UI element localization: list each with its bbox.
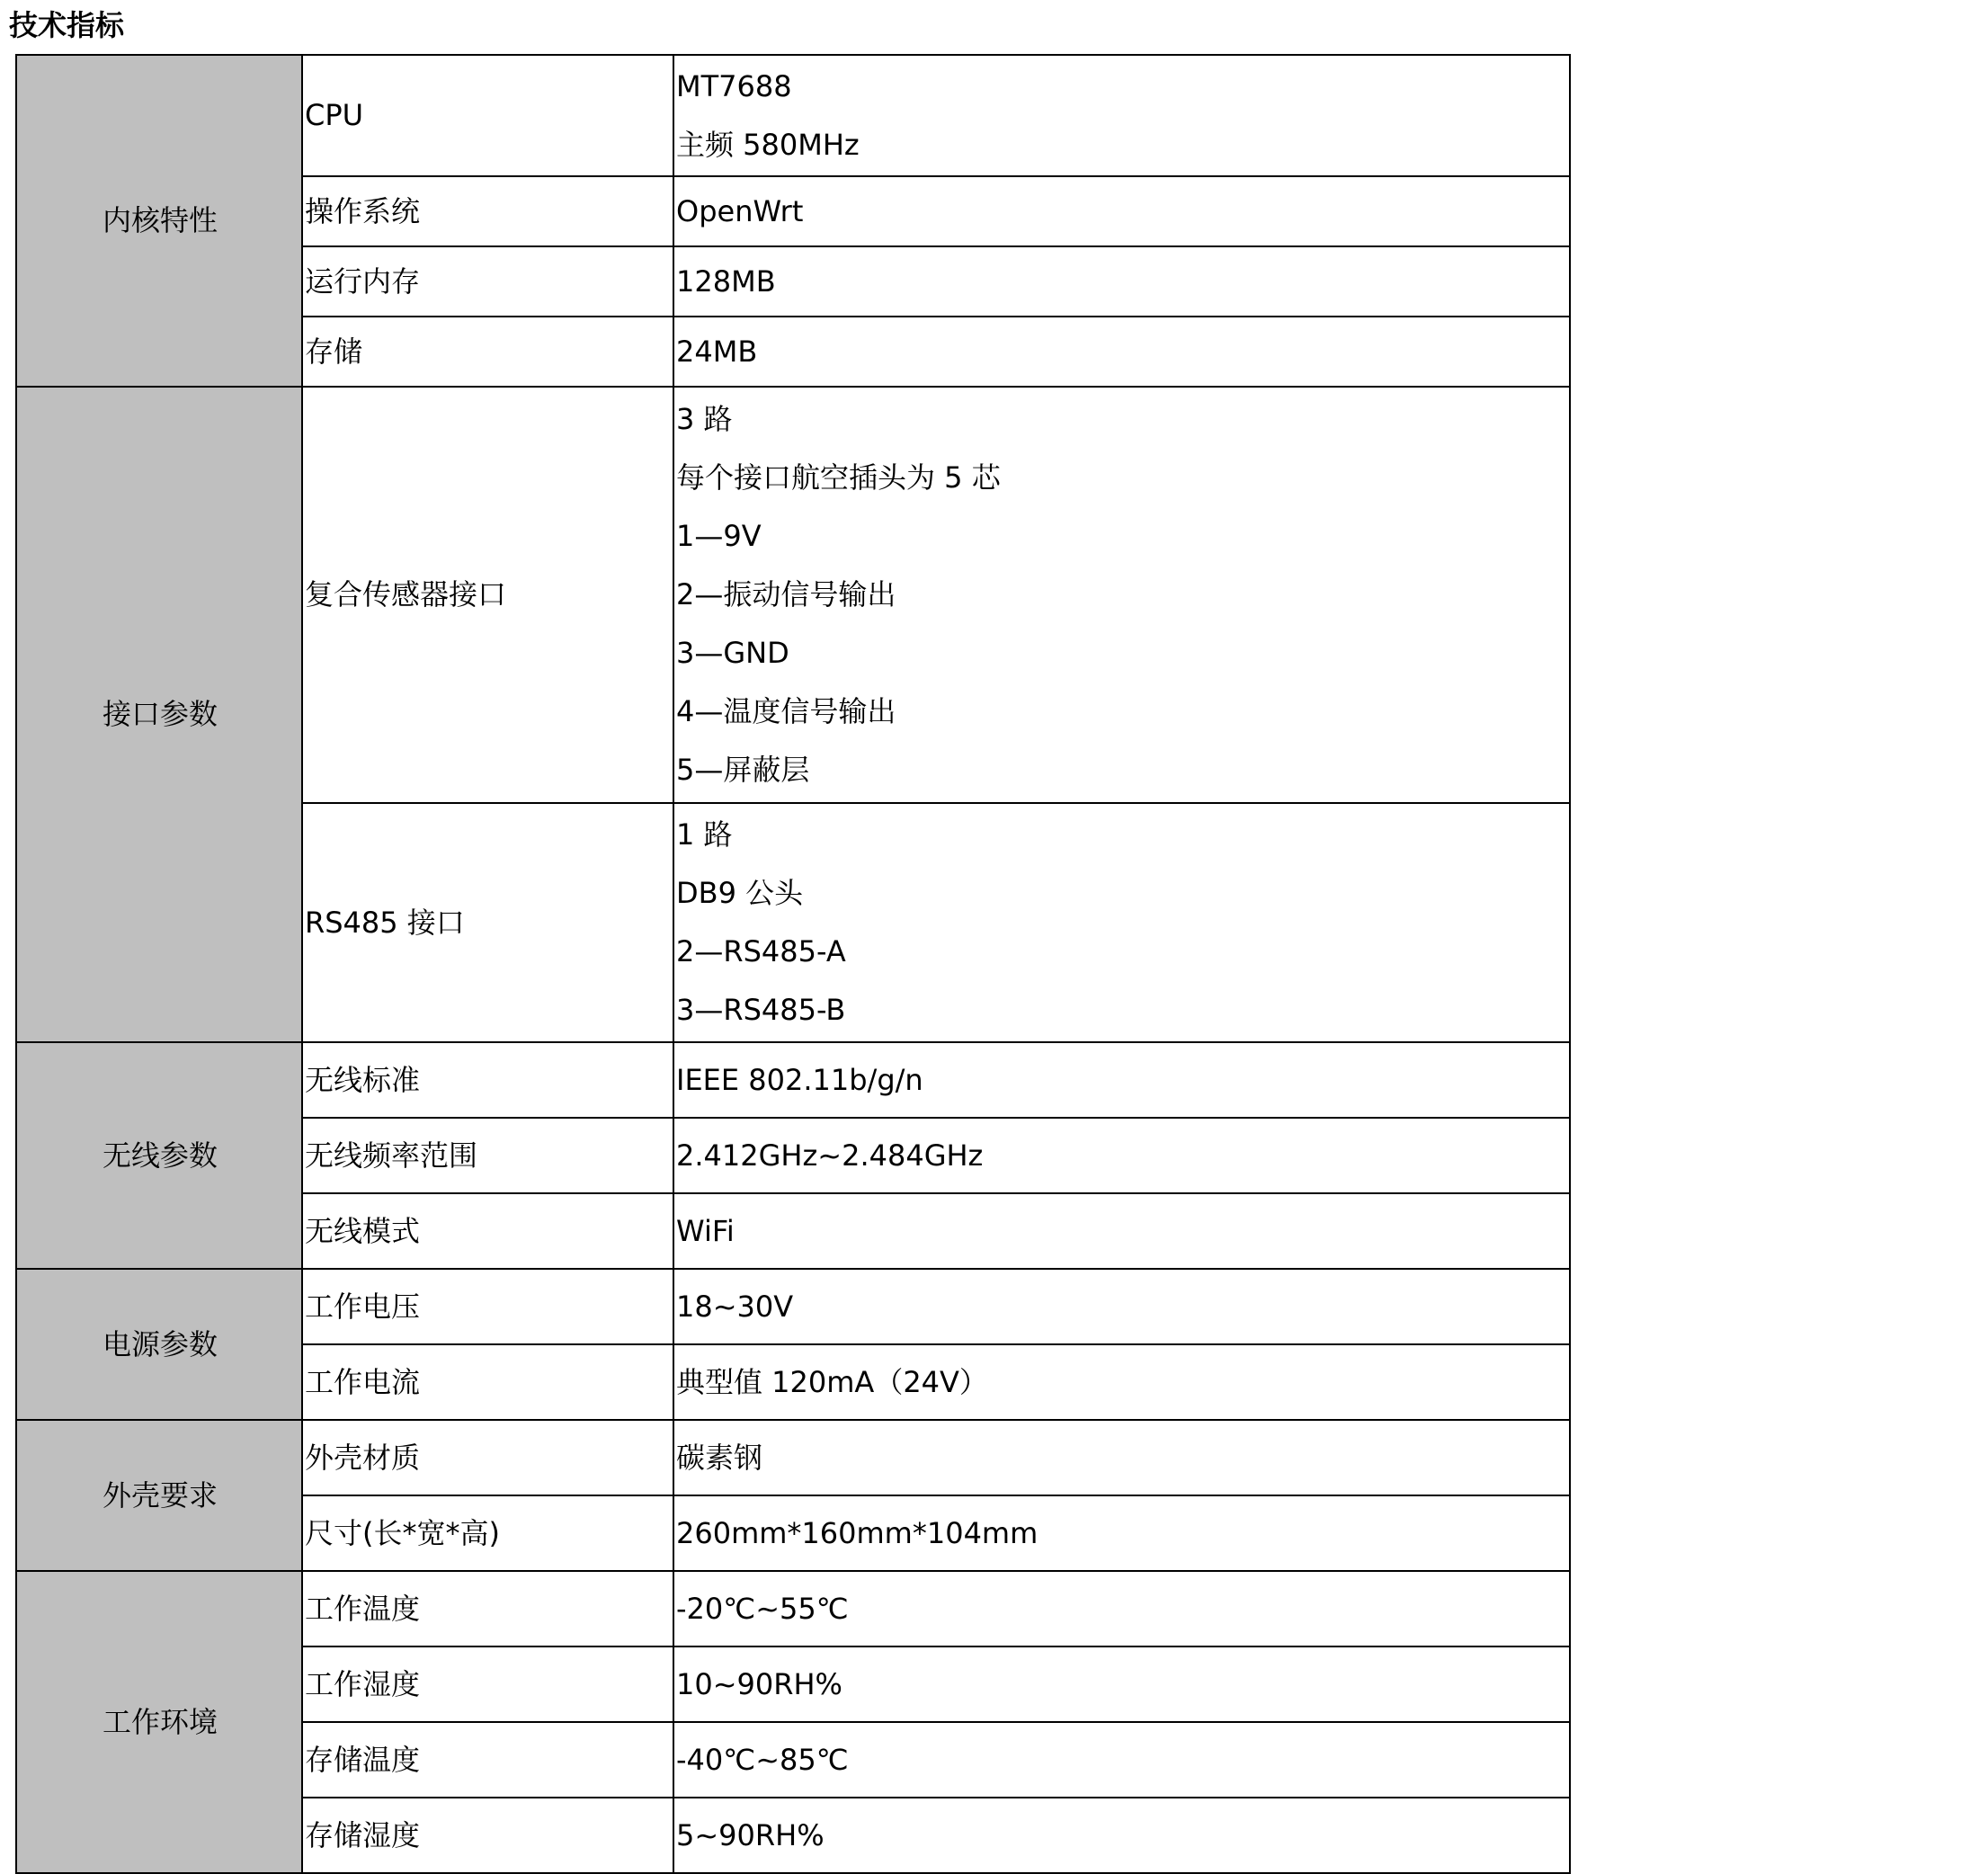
param-name-ram: 运行内存 [302,246,673,317]
value-line: 2—振动信号输出 [676,577,896,611]
param-name-operating-humidity: 工作湿度 [302,1646,673,1722]
param-value-rs485 [673,803,1570,1042]
value-line: 每个接口航空插头为 5 芯 [676,460,1001,495]
table-row [16,1420,1570,1495]
param-value-dimensions: 260mm*160mm*104mm [673,1495,1570,1571]
category-cell-core: 内核特性 [16,55,302,387]
param-value-ram: 128MB [673,246,1570,317]
param-name-wireless-mode: 无线模式 [302,1193,673,1269]
param-value-operating-humidity: 10~90RH% [673,1646,1570,1722]
value-line: 5—屏蔽层 [676,753,810,787]
param-value-storage: 24MB [673,317,1570,387]
spec-table [15,54,1571,1874]
param-value-wireless-standard: IEEE 802.11b/g/n [673,1042,1570,1118]
param-name-os: 操作系统 [302,176,673,246]
param-name-rs485: RS485 接口 [302,803,673,1042]
category-cell-wireless: 无线参数 [16,1042,302,1269]
category-cell-environment: 工作环境 [16,1571,302,1873]
param-name-operating-temperature: 工作温度 [302,1571,673,1646]
value-line: 2—RS485-A [676,934,846,968]
value-line: 主频 580MHz [676,127,860,162]
value-line: 3 路 [676,402,733,436]
value-line: 1 路 [676,817,733,852]
param-value-storage-temperature: -40℃~85℃ [673,1722,1570,1798]
param-value-operating-temperature: -20℃~55℃ [673,1571,1570,1646]
param-name-current: 工作电流 [302,1344,673,1420]
page-title: 技术指标 [9,8,125,42]
param-value-storage-humidity: 5~90RH% [673,1798,1570,1873]
table-row [16,387,1570,803]
value-line: MT7688 [676,68,792,103]
param-name-cpu: CPU [302,55,673,176]
param-value-wireless-mode: WiFi [673,1193,1570,1269]
param-value-wireless-frequency: 2.412GHz~2.484GHz [673,1118,1570,1193]
value-line: 4—温度信号输出 [676,694,896,728]
param-name-sensor-interface: 复合传感器接口 [302,387,673,803]
table-row [16,1042,1570,1118]
table-row [16,1269,1570,1344]
param-value-voltage: 18~30V [673,1269,1570,1344]
param-name-voltage: 工作电压 [302,1269,673,1344]
param-name-wireless-frequency: 无线频率范围 [302,1118,673,1193]
value-line: 1—9V [676,519,762,553]
param-value-os: OpenWrt [673,176,1570,246]
param-value-cpu [673,55,1570,176]
category-cell-enclosure: 外壳要求 [16,1420,302,1571]
category-cell-power: 电源参数 [16,1269,302,1420]
param-name-wireless-standard: 无线标准 [302,1042,673,1118]
param-value-sensor-interface [673,387,1570,803]
param-name-storage-humidity: 存储湿度 [302,1798,673,1873]
param-value-material: 碳素钢 [673,1420,1570,1495]
param-value-current: 典型值 120mA（24V） [673,1344,1570,1420]
value-line: 3—RS485-B [676,993,846,1027]
table-row [16,1571,1570,1646]
value-line: DB9 公头 [676,876,804,910]
category-cell-interface: 接口参数 [16,387,302,1042]
param-name-dimensions: 尺寸(长*宽*高) [302,1495,673,1571]
param-name-storage-temperature: 存储温度 [302,1722,673,1798]
table-row [16,55,1570,176]
param-name-material: 外壳材质 [302,1420,673,1495]
value-line: 3—GND [676,636,789,670]
param-name-storage: 存储 [302,317,673,387]
